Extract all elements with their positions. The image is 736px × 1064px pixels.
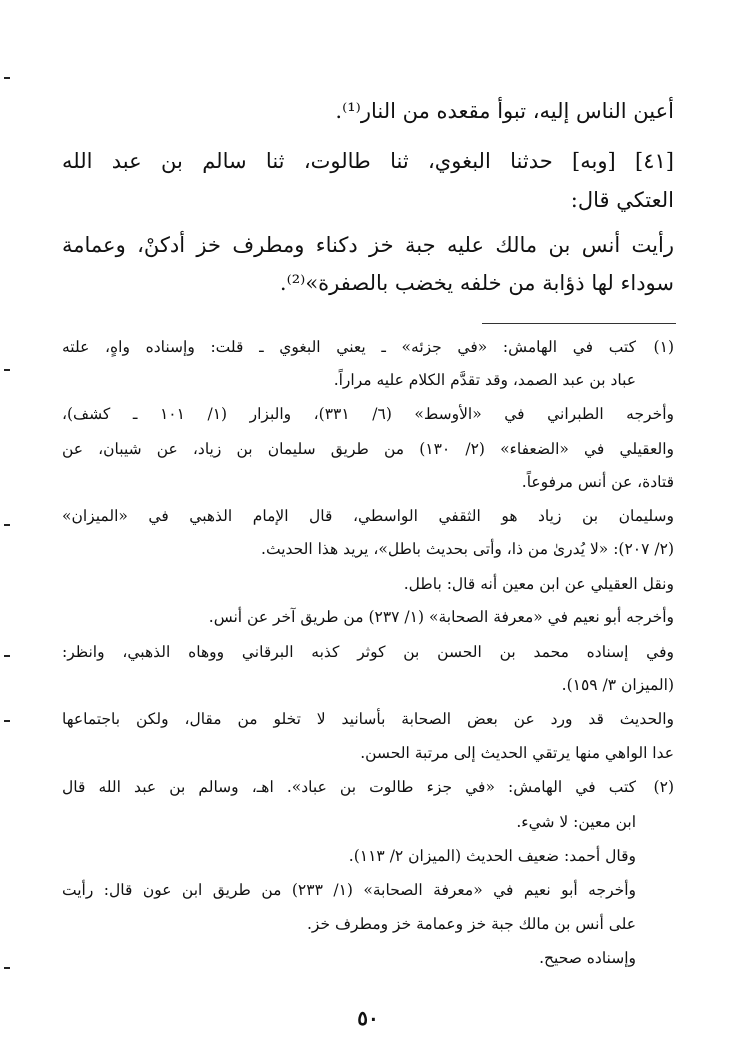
footnote-line: وسليمان بن زياد هو الثقفي الواسطي، قال الإمام الذهبي في «الميزان» [62,507,674,525]
footnote-line: عدا الواهي منها يرتقي الحديث إلى مرتبة الحسن. [360,744,674,762]
footnote-line: وإسناده صحيح. [539,949,636,967]
main-text-line: العتكي قال: [570,188,674,212]
footnote-line: (الميزان ٣/ ١٥٩). [561,676,674,694]
page-number: ٥٠ [357,1006,379,1030]
scan-edge-mark [4,967,10,969]
footnote-line: ابن معين: لا شيء. [516,813,636,831]
footnote-separator [482,323,676,324]
footnote-line: عباد بن عبد الصمد، وقد تقدَّم الكلام عليه مراراً. [333,371,636,389]
footnote-number: (٢) [653,778,674,796]
hadith-heading-line: [٤١] [وبه] حدثنا البغوي، ثنا طالوت، ثنا سالم بن عبد الله [62,149,674,173]
scan-edge-mark [4,655,10,657]
footnote-line: وأخرجه أبو نعيم في «معرفة الصحابة» (١/ ٢٣٧) من طريق آخر عن أنس. [208,608,674,626]
main-text-line: أعين الناس إليه، تبوأ مقعده من النار⁽¹⁾. [335,99,674,123]
footnote-line: (٢/ ٢٠٧): «لا يُدرىٰ من ذا، وأتى بحديث باطل»، يريد هذا الحديث. [261,540,674,558]
footnote-number: (١) [653,338,674,356]
footnote-line: قتادة، عن أنس مرفوعاً. [521,473,674,491]
footnote-line: ونقل العقيلي عن ابن معين أنه قال: باطل. [403,575,674,593]
footnote-line: كتب في الهامش: «في جزئه» ـ يعني البغوي ـ قلت: وإسناده واهٍ، علته [62,338,636,356]
footnote-line: وفي إسناده محمد بن الحسن بن كوثر كذبه البرقاني ووهاه الذهبي، وانظر: [62,643,674,661]
footnote-line: والحديث قد ورد عن بعض الصحابة بأسانيد لا تخلو من مقال، ولكن باجتماعها [62,710,674,728]
footnote-line: وأخرجه الطبراني في «الأوسط» (٦/ ٣٣١)، والبزار (١/ ١٠١ ـ كشف)، [62,405,674,423]
scan-edge-mark [4,720,10,722]
scan-edge-mark [4,524,10,526]
footnote-line: وأخرجه أبو نعيم في «معرفة الصحابة» (١/ ٢٣٣) من طريق ابن عون قال: رأيت [62,881,636,899]
footnote-line: والعقيلي في «الضعفاء» (٢/ ١٣٠) من طريق سليمان بن زياد، عن شيبان، عن [62,440,675,458]
main-text-line: رأيت أنس بن مالك عليه جبة خز دكناء ومطرف خز أدكنْ، وعمامة [62,233,674,257]
scan-edge-mark [4,369,10,371]
scan-edge-mark [4,77,10,79]
footnote-line: على أنس بن مالك جبة خز وعمامة خز ومطرف خز. [307,915,636,933]
main-text-line: سوداء لها ذؤابة من خلفه يخضب بالصفرة»⁽²⁾. [279,271,674,295]
footnote-line: كتب في الهامش: «في جزء طالوت بن عباد». اهـ، وسالم بن عبد الله قال [62,778,636,796]
footnote-line: وقال أحمد: ضعيف الحديث (الميزان ٢/ ١١٣). [348,847,636,865]
